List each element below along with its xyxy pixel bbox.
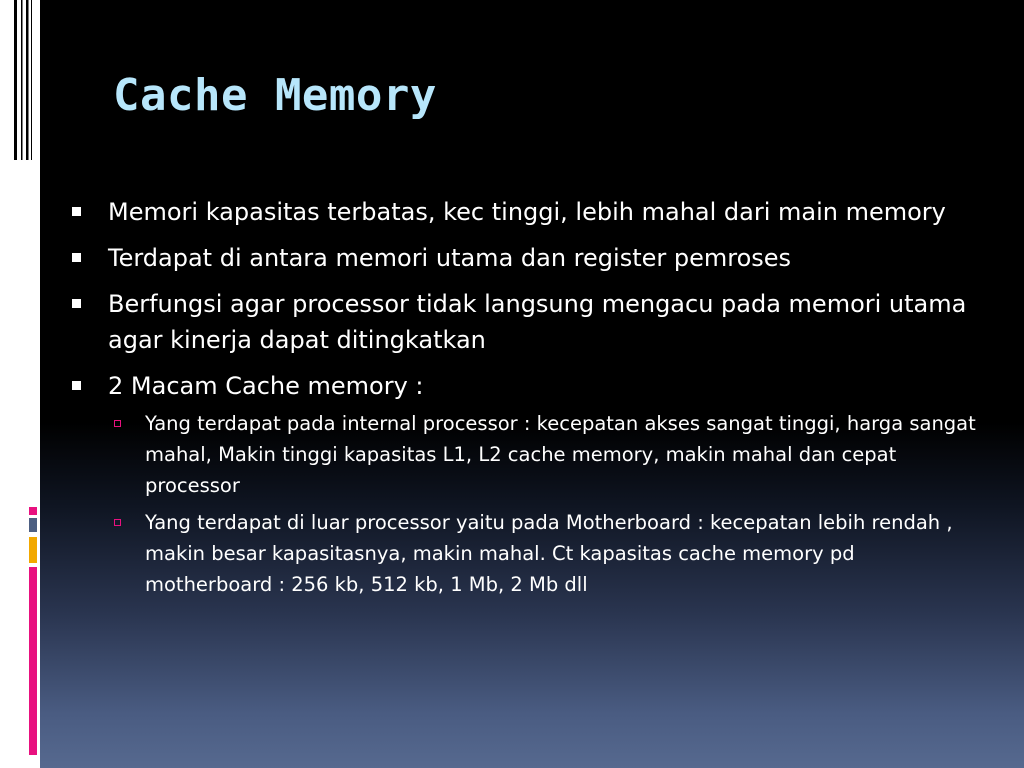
sub-bullet-item	[108, 408, 985, 501]
bullet-text: 2 Macam Cache memory :	[108, 372, 424, 400]
hollow-square-bullet-icon	[114, 420, 121, 427]
bullet-text: Memori kapasitas terbatas, kec tinggi, lebih mahal dari main memory	[108, 198, 946, 226]
bullet-text: Terdapat di antara memori utama dan register pemroses	[108, 244, 792, 272]
bullet-item	[72, 286, 982, 358]
square-bullet-icon	[72, 207, 81, 216]
sub-bullet-text: Yang terdapat pada internal processor : kecepatan akses sangat tinggi, harga sangat mahal, Makin tinggi kapasitas L1, L2 cache memory, makin mahal dan cepat processor	[145, 412, 976, 497]
slide-title: Cache Memory	[113, 70, 437, 121]
sub-bullet-item	[108, 507, 985, 600]
sub-bullet-text: Yang terdapat di luar processor yaitu pada Motherboard : kecepatan lebih rendah , makin besar kapasitasnya, makin mahal. Ct kapasitas cache memory pd motherboard : 256 kb, 512 kb, 1 Mb, 2 Mb dll	[145, 511, 953, 596]
accent-bar-slate	[29, 518, 37, 532]
bullet-item	[72, 240, 982, 276]
decorative-lines	[0, 0, 40, 160]
square-bullet-icon	[72, 253, 81, 262]
hollow-square-bullet-icon	[114, 519, 121, 526]
square-bullet-icon	[72, 299, 81, 308]
bullet-text: Berfungsi agar processor tidak langsung mengacu pada memori utama agar kinerja dapat ditingkatkan	[108, 290, 967, 354]
accent-bar-pink-long	[29, 567, 37, 755]
bullet-item	[72, 194, 982, 230]
sub-bullet-list	[72, 408, 982, 600]
slide-content	[72, 194, 982, 606]
accent-bar-pink-small	[29, 507, 37, 515]
accent-bar-gold	[29, 537, 37, 563]
square-bullet-icon	[72, 381, 81, 390]
bullet-item	[72, 368, 982, 404]
